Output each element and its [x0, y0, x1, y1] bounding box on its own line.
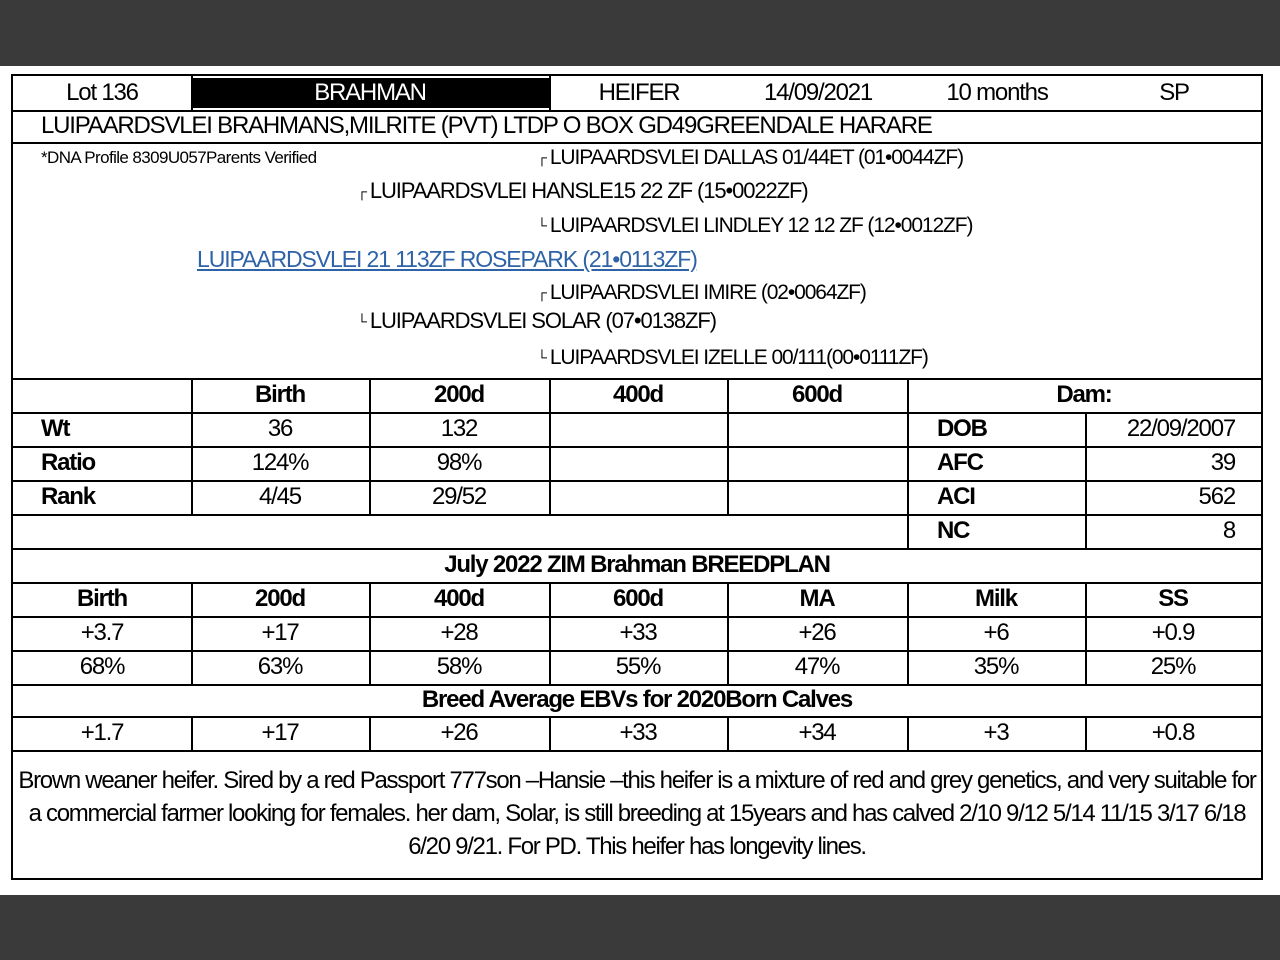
divider — [549, 378, 551, 514]
row-label-rank: Rank — [41, 483, 95, 510]
lot-card — [11, 74, 1263, 880]
category-code: SP — [1159, 79, 1189, 106]
divider — [907, 582, 909, 684]
ebv-value: +17 — [261, 619, 299, 646]
breed-label: BRAHMAN — [191, 78, 549, 108]
ebv-header-ss: SS — [1158, 585, 1188, 612]
bracket-icon: ┌ — [357, 183, 366, 199]
divider — [549, 582, 551, 684]
breeder-address: LUIPAARDSVLEI BRAHMANS,MILRITE (PVT) LTDP O BOX GD49GREENDALE HARARE — [41, 112, 932, 139]
table-cell: 29/52 — [431, 483, 487, 510]
divider — [13, 142, 1261, 144]
ebv-accuracy: 63% — [257, 653, 303, 680]
table-cell: 132 — [440, 415, 478, 442]
pedigree-sire: ┌ LUIPAARDSVLEI HANSLE15 22 ZF (15•0022ZF) — [357, 178, 808, 203]
dna-profile: *DNA Profile 8309U057Parents Verified — [41, 148, 317, 167]
divider — [191, 76, 193, 110]
row-label-ratio: Ratio — [41, 449, 96, 476]
dam-value-aci: 562 — [1198, 483, 1235, 510]
pedigree-sire-dam: └ LUIPAARDSVLEI LINDLEY 12 12 ZF (12•0012ZF) — [537, 214, 973, 237]
top-dark-band — [0, 0, 1280, 66]
wt-header-600d: 600d — [792, 381, 842, 408]
ebv-header-600d: 600d — [613, 585, 663, 612]
ebv-accuracy: 35% — [973, 653, 1019, 680]
divider — [369, 716, 371, 750]
breed-average-value: +17 — [261, 719, 299, 746]
lot-number: Lot 136 — [66, 79, 138, 106]
dam-key-dob: DOB — [937, 415, 987, 442]
divider — [549, 76, 551, 110]
divider — [549, 716, 551, 750]
table-cell: 98% — [436, 449, 482, 476]
ebv-value: +33 — [619, 619, 657, 646]
pedigree-sire-sire: ┌ LUIPAARDSVLEI DALLAS 01/44ET (01•0044ZF) — [537, 146, 963, 169]
ebv-value: +26 — [798, 619, 836, 646]
divider — [907, 378, 909, 548]
divider — [1085, 716, 1087, 750]
ebv-accuracy: 25% — [1150, 653, 1196, 680]
divider — [369, 582, 371, 684]
breed-average-value: +26 — [440, 719, 478, 746]
wt-header-200d: 200d — [434, 381, 484, 408]
ebv-header-ma: MA — [799, 585, 835, 612]
row-label-wt: Wt — [41, 415, 70, 442]
ebv-value: +0.9 — [1151, 619, 1195, 646]
ebv-accuracy: 68% — [79, 653, 125, 680]
ebv-accuracy: 58% — [436, 653, 482, 680]
table-cell — [727, 480, 907, 514]
ebv-value: +28 — [440, 619, 478, 646]
bottom-dark-band — [0, 895, 1280, 960]
pedigree-dam: └ LUIPAARDSVLEI SOLAR (07•0138ZF) — [357, 308, 716, 333]
pedigree-dam-dam: └ LUIPAARDSVLEI IZELLE 00/111(00•0111ZF) — [537, 346, 928, 369]
dam-key-afc: AFC — [937, 449, 983, 476]
table-cell: 36 — [267, 415, 293, 442]
bracket-icon: └ — [357, 313, 366, 329]
ebv-header-200d: 200d — [255, 585, 305, 612]
dam-key-nc: NC — [937, 517, 970, 544]
divider — [727, 582, 729, 684]
ebv-value: +3.7 — [80, 619, 124, 646]
bracket-icon: ┌ — [537, 284, 546, 300]
divider — [191, 716, 193, 750]
ebv-accuracy: 47% — [794, 653, 840, 680]
divider — [1085, 412, 1087, 548]
divider — [907, 716, 909, 750]
table-cell — [549, 480, 727, 514]
pedigree-dam-sire: ┌ LUIPAARDSVLEI IMIRE (02•0064ZF) — [537, 281, 866, 304]
divider — [1085, 582, 1087, 684]
dam-key-aci: ACI — [937, 483, 975, 510]
birth-date: 14/09/2021 — [763, 79, 873, 106]
breed-average-value: +3 — [983, 719, 1009, 746]
dam-header: Dam: — [1056, 381, 1112, 408]
dam-value-nc: 8 — [1222, 517, 1235, 544]
table-cell — [727, 412, 907, 446]
breed-average-value: +34 — [798, 719, 836, 746]
divider — [13, 750, 1261, 752]
breedplan-title: July 2022 ZIM Brahman BREEDPLAN — [444, 551, 830, 578]
wt-header-birth: Birth — [255, 381, 305, 408]
breed-average-title: Breed Average EBVs for 2020Born Calves — [421, 686, 853, 713]
sex-label: HEIFER — [598, 79, 680, 106]
bracket-icon: └ — [537, 349, 546, 365]
ebv-header-birth: Birth — [77, 585, 127, 612]
divider — [191, 378, 193, 514]
breed-average-value: +0.8 — [1151, 719, 1195, 746]
dam-value-afc: 39 — [1210, 449, 1235, 476]
divider — [727, 378, 729, 514]
ebv-header-milk: Milk — [975, 585, 1017, 612]
subject-animal-link[interactable]: LUIPAARDSVLEI 21 113ZF ROSEPARK (21•0113ZF) — [197, 246, 697, 272]
table-cell — [549, 446, 727, 480]
table-cell — [549, 412, 727, 446]
bracket-icon: ┌ — [537, 149, 546, 165]
divider — [191, 582, 193, 684]
age: 10 months — [946, 79, 1048, 106]
divider — [369, 378, 371, 514]
ebv-accuracy: 55% — [615, 653, 661, 680]
ebv-value: +6 — [983, 619, 1009, 646]
ebv-header-400d: 400d — [434, 585, 484, 612]
breed-average-value: +33 — [619, 719, 657, 746]
table-cell: 4/45 — [259, 483, 301, 510]
bracket-icon: └ — [537, 217, 546, 233]
table-cell: 124% — [251, 449, 309, 476]
breed-average-value: +1.7 — [80, 719, 124, 746]
divider — [727, 716, 729, 750]
lot-comment: Brown weaner heifer. Sired by a red Passport 777son –Hansie –this heifer is a mixture of red and grey genetics, and very suitable for a commercial farmer looking for females. her dam, Solar, is still breeding at 15years and has calved 2/10 9/12 5/14 11/15 3/17 6/18 6/20 9/21. For PD. This heifer has longevity lines. — [18, 767, 1256, 860]
wt-header-400d: 400d — [613, 381, 663, 408]
dam-value-dob: 22/09/2007 — [1126, 415, 1235, 442]
table-cell — [727, 446, 907, 480]
